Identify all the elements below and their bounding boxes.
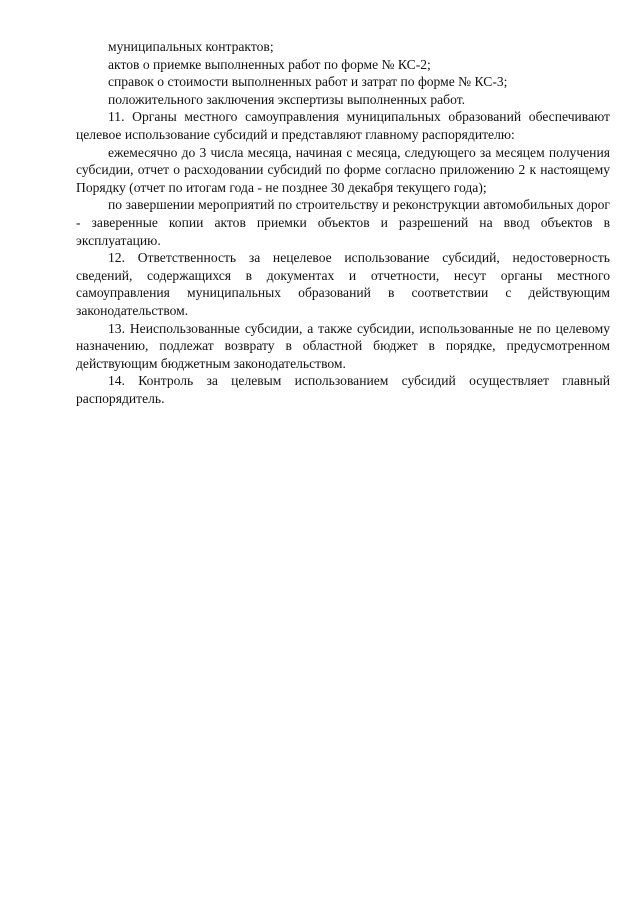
document-page — [76, 38, 610, 407]
paragraph: по завершении мероприятий по строительству и реконструкции автомобильных дорог - заверенные копии актов приемки объектов и разрешений на ввод объектов в эксплуатацию. — [76, 197, 610, 248]
paragraph: актов о приемке выполненных работ по форме № КС-2; — [108, 56, 431, 72]
paragraph: 11. Органы местного самоуправления муниципальных образований обеспечивают целевое использование субсидий и представляют главному распорядителю: — [76, 109, 610, 142]
paragraph: муниципальных контрактов; — [108, 39, 274, 54]
paragraph: ежемесячно до 3 числа месяца, начиная с месяца, следующего за месяцем получения субсидии, отчет о расходовании субсидий по форме согласно приложению 2 к настоящему Порядку (отчет по итогам года - не позднее 30 декабря текущего года); — [76, 144, 610, 195]
paragraph: положительного заключения экспертизы выполненных работ. — [108, 91, 466, 107]
paragraph: 14. Контроль за целевым использованием субсидий осуществляет главный распорядитель. — [76, 373, 610, 406]
paragraph: справок о стоимости выполненных работ и затрат по форме № КС-3; — [108, 74, 508, 90]
paragraph: 13. Неиспользованные субсидии, а также субсидии, использованные не по целевому назначению, подлежат возврату в областной бюджет в порядке, предусмотренном действующим бюджетным законодательством. — [76, 320, 610, 371]
paragraph: 12. Ответственность за нецелевое использование субсидий, недостоверность сведений, содержащихся в документах и отчетности, несут органы местного самоуправления муниципальных образований в соответствии с действующим законодательством. — [76, 250, 610, 318]
